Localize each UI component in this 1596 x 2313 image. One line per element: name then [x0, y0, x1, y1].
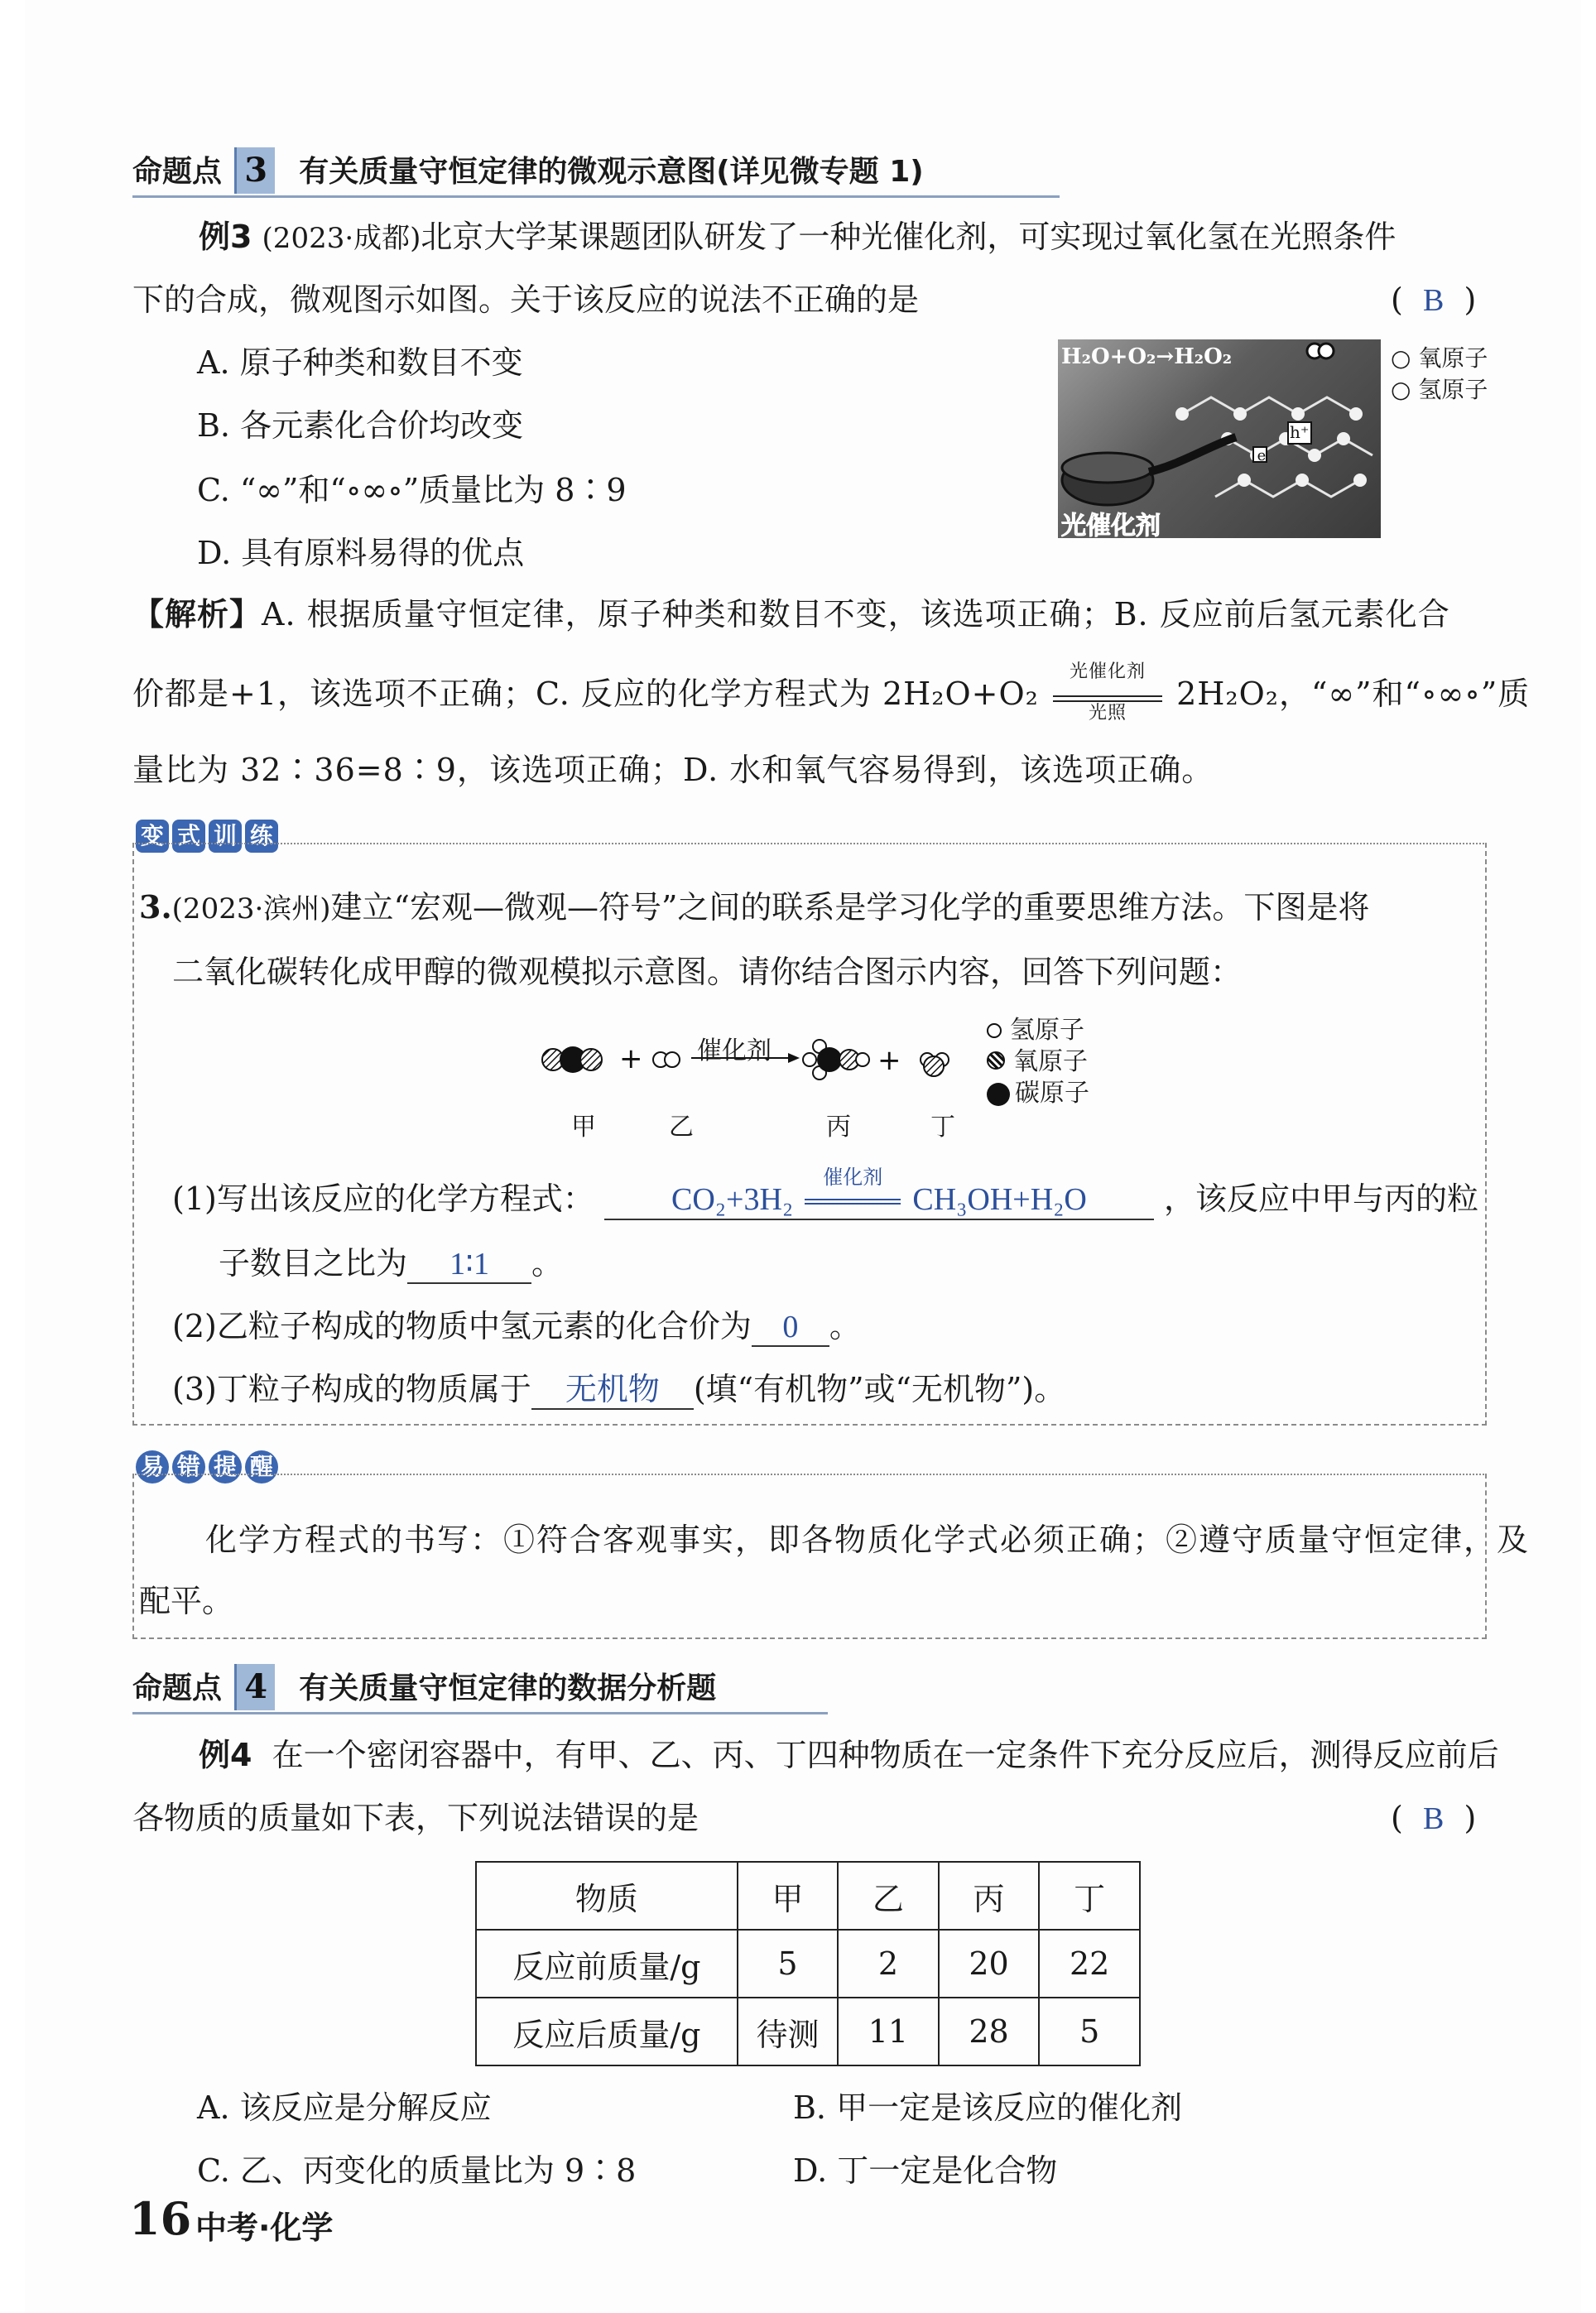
equation-condition: 催化剂 [823, 1166, 883, 1189]
analysis-text: 价都是+1，该选项不正确；C. 反应的化学方程式为 2H₂O+O₂ [132, 676, 1039, 712]
section-divider [132, 195, 1060, 198]
section-title: 有关质量守恒定律的数据分析题 [299, 1671, 717, 1705]
table-header-cell: 甲 [738, 1862, 838, 1930]
ratio-answer: 1∶1 [407, 1246, 531, 1284]
option-b: B. 各元素化合价均改变 [197, 407, 524, 444]
section-number: 4 [234, 1664, 275, 1710]
h2o-diagram [877, 1036, 960, 1086]
sub-question-text: ，该反应中甲与丙的粒 [1164, 1181, 1479, 1217]
tag-char: 练 [245, 820, 278, 853]
sub-question-text: (1)写出该反应的化学方程式： [172, 1181, 594, 1217]
classification-answer: 无机物 [531, 1372, 694, 1410]
condition-top: 光催化剂 [1069, 661, 1146, 682]
table-cell: 反应前质量/g [476, 1930, 738, 1998]
legend-carbon [987, 1078, 1089, 1109]
answer-value: B [1422, 283, 1445, 318]
question-text: 北京大学某课题团队研发了一种光催化剂，可实现过氧化氢在光照条件 [421, 219, 1396, 255]
table-cell: 11 [838, 1998, 939, 2065]
diagram-legend [987, 1015, 1089, 1109]
ch3oh-molecule [803, 1040, 869, 1080]
table-cell: 5 [738, 1930, 838, 1998]
example4-line1 [199, 1734, 1499, 1777]
legend-text: 氢原子 [1010, 1016, 1084, 1045]
table-cell: 反应后质量/g [476, 1998, 738, 2065]
hole-label: h⁺ [1290, 422, 1310, 442]
table-header-cell: 丁 [1039, 1862, 1140, 1930]
tag-char: 醒 [245, 1450, 278, 1483]
sub-question-1-cont [219, 1242, 563, 1285]
analysis-line1 [132, 593, 1450, 636]
h2-molecule [653, 1052, 680, 1067]
option-c: C. “∞”和“∘∞∘”质量比为 8∶9 [197, 472, 627, 508]
section-number: 3 [234, 147, 275, 194]
label-bing: 丙 [826, 1113, 851, 1142]
section-divider [132, 1712, 828, 1714]
table-header-cell: 乙 [838, 1862, 939, 1930]
table-header-cell: 丙 [939, 1862, 1040, 1930]
electron-label: e [1257, 447, 1267, 464]
table-cell: 5 [1039, 1998, 1140, 2065]
example-source: (2023·成都) [262, 222, 421, 255]
table-cell: 2 [838, 1930, 939, 1998]
legend-oxygen: ○ 氧原子 [1391, 344, 1488, 372]
sub-question-text: 。 [829, 1308, 861, 1344]
book-title: 中考·化学 [195, 2210, 334, 2246]
equation-left: CO₂+3H₂ [671, 1182, 794, 1217]
example4-answer: ( B ) [1391, 1800, 1477, 1836]
tag-char: 提 [209, 1450, 242, 1483]
plus-sign: + [877, 1044, 901, 1077]
equation-arrow [803, 1166, 902, 1219]
tag-char: 训 [209, 820, 242, 853]
example-label: 例3 [199, 219, 252, 255]
sub-question-text: 子数目之比为 [219, 1245, 408, 1282]
analysis-text: A. 根据质量守恒定律，原子种类和数目不变，该选项正确；B. 反应前后氢元素化合 [262, 596, 1450, 632]
tag-char: 变 [136, 820, 169, 853]
table-cell: 28 [939, 1998, 1040, 2065]
legend-hydrogen [987, 1015, 1089, 1046]
analysis-text: 2H₂O₂，“∞”和“∘∞∘”质 [1176, 676, 1531, 712]
example3-line1 [199, 215, 1396, 260]
label-ding: 丁 [930, 1113, 955, 1142]
sub-question-3 [172, 1368, 1065, 1411]
question-number: 3. [139, 888, 172, 926]
catalyst-figure [1058, 339, 1381, 541]
sub-question-text: (填“有机物”或“无机物”)。 [693, 1371, 1066, 1407]
tag-char: 易 [136, 1450, 169, 1483]
option-d: D. 具有原料易得的优点 [197, 535, 525, 571]
catalyst-label: 催化剂 [697, 1036, 772, 1065]
figure-legend [1391, 343, 1488, 406]
equals-sign [805, 1199, 901, 1205]
question-text: 在一个密闭容器中，有甲、乙、丙、丁四种物质在一定条件下充分反应后，测得反应前后 [272, 1737, 1499, 1773]
sub-question-1 [172, 1166, 1479, 1220]
equation-answer [604, 1166, 1154, 1220]
plus-sign: + [619, 1042, 643, 1075]
legend-hydrogen: ○ 氢原子 [1391, 376, 1488, 403]
answer-value: B [1422, 1801, 1445, 1836]
table-cell: 20 [939, 1930, 1040, 1998]
label-jia: 甲 [571, 1113, 596, 1142]
section-title: 有关质量守恒定律的微观示意图(详见微专题 1) [299, 155, 924, 189]
page-number: 16 [129, 2192, 192, 2245]
ex4-option-b: B. 甲一定是该反应的催化剂 [793, 2089, 1183, 2126]
legend-oxygen [987, 1046, 1089, 1078]
example3-line2: 下的合成，微观图示如图。关于该反应的说法不正确的是 [132, 281, 920, 318]
equals-sign [1053, 695, 1162, 702]
sub-question-text: (3)丁粒子构成的物质属于 [172, 1371, 531, 1407]
section-prefix: 命题点 [132, 1671, 223, 1705]
variant-question-line1 [139, 886, 1369, 930]
figure-equation: H₂O+O₂→H₂O₂ [1061, 344, 1233, 369]
legend-text: 碳原子 [1015, 1079, 1089, 1108]
example4-line2: 各物质的质量如下表，下列说法错误的是 [132, 1800, 699, 1836]
figure-caption: 光催化剂 [1061, 512, 1161, 541]
co2-molecule [542, 1046, 602, 1073]
condition-bottom: 光照 [1088, 702, 1127, 724]
example-label: 例4 [199, 1737, 252, 1773]
variant-question-line2: 二氧化碳转化成甲醇的微观模拟示意图。请你结合图示内容，回答下列问题： [172, 954, 1243, 990]
tag-char: 式 [172, 820, 205, 853]
valence-answer: 0 [752, 1309, 829, 1347]
tip-line2: 配平。 [139, 1583, 234, 1619]
table-header-cell: 物质 [476, 1862, 738, 1930]
tip-line1: 化学方程式的书写：①符合客观事实，即各物质化学式必须正确；②遵守质量守恒定律，及 [205, 1522, 1531, 1558]
question-source: (2023·滨州) [171, 892, 331, 926]
option-a: A. 原子种类和数目不变 [197, 344, 523, 381]
table-row [476, 1998, 1140, 2065]
analysis-label: 【解析】 [132, 596, 262, 632]
equation-right: CH₃OH+H₂O [912, 1182, 1087, 1217]
analysis-line2 [132, 661, 1531, 724]
tag-char: 错 [172, 1450, 205, 1483]
section-prefix: 命题点 [132, 155, 223, 189]
example3-answer: ( B ) [1391, 281, 1477, 318]
section-3-heading [132, 147, 1068, 194]
reaction-arrow [1050, 661, 1166, 724]
label-yi: 乙 [669, 1113, 694, 1142]
table-row [476, 1930, 1140, 1998]
legend-text: 氧原子 [1013, 1047, 1088, 1076]
ex4-option-a: A. 该反应是分解反应 [197, 2089, 492, 2126]
table-header-row [476, 1862, 1140, 1930]
table-cell: 22 [1039, 1930, 1140, 1998]
sub-question-text: (2)乙粒子构成的物质中氢元素的化合价为 [172, 1308, 752, 1344]
ex4-option-c: C. 乙、丙变化的质量比为 9∶8 [197, 2152, 637, 2189]
analysis-line3: 量比为 32∶36=8∶9，该选项正确；D. 水和氧气容易得到，该选项正确。 [132, 752, 1214, 788]
section-4-heading [132, 1664, 1068, 1710]
reaction-arrowhead [788, 1053, 800, 1063]
sub-question-text: 。 [531, 1245, 564, 1282]
question-text: 建立“宏观—微观—符号”之间的联系是学习化学的重要思维方法。下图是将 [330, 889, 1370, 926]
ex4-option-d: D. 丁一定是化合物 [793, 2152, 1058, 2189]
table-cell: 待测 [738, 1998, 838, 2065]
sub-question-2 [172, 1305, 861, 1348]
mass-table [475, 1861, 1141, 2066]
